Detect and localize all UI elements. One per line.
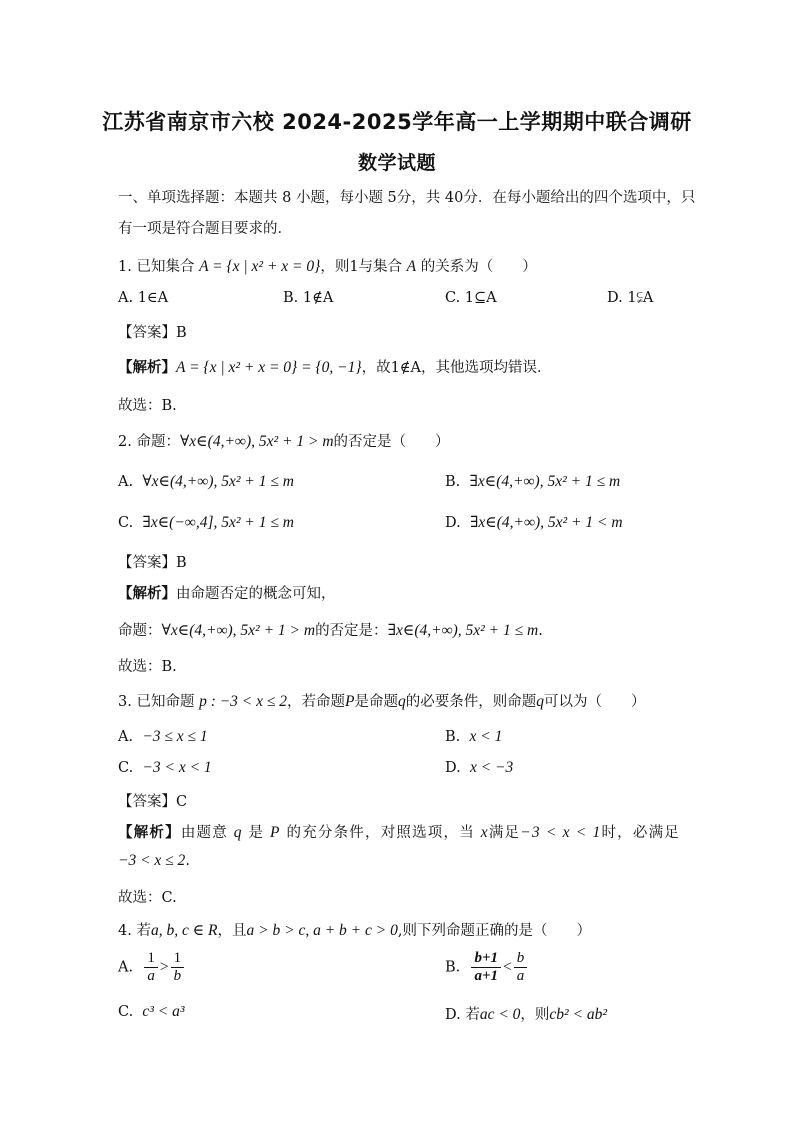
q1-analysis: 【解析】A = {x | x² + x = 0} = {0, −1}，故1∉A，其他选项均错误．	[118, 359, 552, 376]
q1-answer: 【答案】B	[118, 325, 187, 341]
q4-option-b-fraction-left: $\frac{b+1}{a+1}$	[471, 950, 501, 985]
q2-conclusion: 故选：B.	[118, 659, 177, 675]
q2-analysis: 【解析】由命题否定的概念可知，	[118, 585, 336, 602]
page-subtitle: 数学试题	[357, 152, 436, 174]
q1-conclusion: 故选：B.	[118, 398, 177, 414]
section-instructions-line2: 有一项是符合题目要求的．	[118, 221, 292, 237]
q1-option-b: B. 1∉A	[283, 290, 334, 306]
q4-option-a-fraction-left: $\frac{1}{a}$	[144, 950, 158, 985]
q3-stem: 3. 已知命题 p : −3 < x ≤ 2，若命题P是命题q的必要条件，则命题q可以为（ ）	[118, 693, 646, 710]
q2-option-a: A. ∀x∈(4,+∞), 5x² + 1 ≤ m	[118, 473, 294, 490]
q3-analysis: 【解析】由题意 q 是 P 的充分条件，对照选项，当 x满足−3 < x < 1时，必满足	[118, 824, 680, 841]
q2-option-b: B. ∃x∈(4,+∞), 5x² + 1 ≤ m	[445, 473, 621, 490]
q1-set-expression: A = {x | x² + x = 0}	[199, 258, 321, 275]
q2-analysis-detail: 命题：∀x∈(4,+∞), 5x² + 1 > m的否定是：∃x∈(4,+∞), 5x² + 1 ≤ m.	[118, 622, 543, 639]
q1-option-c: C. 1⊆A	[445, 290, 497, 306]
q4-option-b: B. $\frac{b+1}{a+1}$ < $\frac{b}{a}$	[445, 950, 529, 985]
q3-conclusion: 故选：C.	[118, 890, 177, 906]
q2-answer: 【答案】B	[118, 555, 187, 571]
q2-stem: 2. 命题：∀x∈(4,+∞), 5x² + 1 > m的否定是（ ）	[118, 433, 450, 450]
q4-option-c: C. c³ < a³	[118, 1003, 185, 1020]
q3-option-b: B. x < 1	[445, 728, 503, 745]
q4-option-b-fraction-right: $\frac{b}{a}$	[514, 950, 528, 985]
q3-option-a: A. −3 ≤ x ≤ 1	[118, 728, 208, 745]
q4-stem: 4. 若a, b, c ∈ R，且a > b > c, a + b + c > 0,则下列命题正确的是（ ）	[118, 922, 591, 939]
q3-answer: 【答案】C	[118, 794, 188, 810]
q1-stem: 1. 已知集合 A = {x | x² + x = 0}，则1与集合 A 的关系为（ ）	[118, 258, 537, 275]
q2-option-c: C. ∃x∈(−∞,4], 5x² + 1 ≤ m	[118, 514, 294, 531]
q3-option-d: D. x < −3	[445, 759, 514, 776]
q4-option-a-fraction-right: $\frac{1}{b}$	[171, 950, 185, 985]
page-title: 江苏省南京市六校 2024-2025学年高一上学期期中联合调研	[102, 110, 692, 134]
q3-option-c: C. −3 < x < 1	[118, 759, 212, 776]
q2-option-d: D. ∃x∈(4,+∞), 5x² + 1 < m	[445, 514, 623, 531]
section-instructions-line1: 一、单项选择题：本题共 8 小题，每小题 5分，共 40分．在每小题给出的四个选项中，只	[118, 190, 696, 206]
q1-option-d: D. 1⫋A	[607, 290, 654, 306]
q1-option-a: A. 1∈A	[118, 290, 169, 306]
q4-option-d: D. 若ac < 0，则cb² < ab²	[445, 1006, 608, 1023]
q3-analysis-line2: −3 < x ≤ 2.	[118, 852, 190, 869]
q4-option-a: A. $\frac{1}{a}$ > $\frac{1}{b}$	[118, 950, 186, 985]
